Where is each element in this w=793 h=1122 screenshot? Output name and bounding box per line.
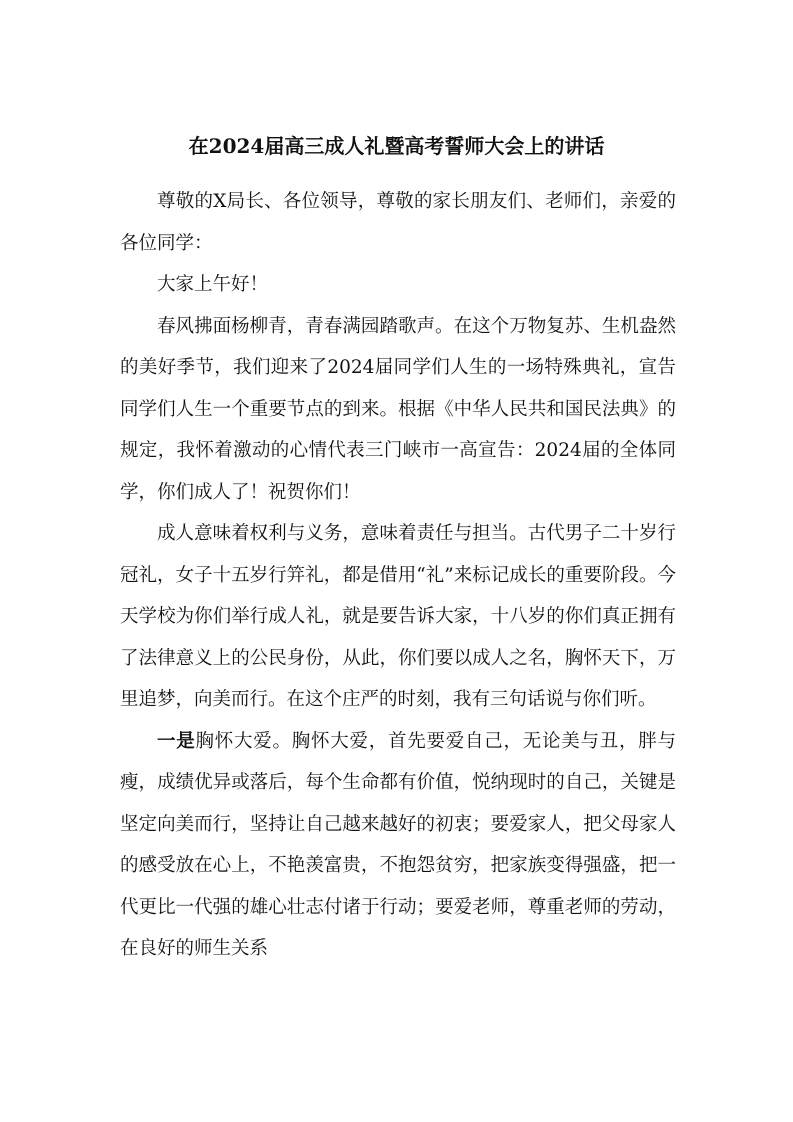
point-one-paragraph bbox=[120, 721, 676, 970]
salutation-paragraph: 尊敬的X局长、各位领导，尊敬的家长朋友们、老师们，亲爱的各位同学： bbox=[120, 191, 676, 254]
point-one-text: 胸怀大爱。胸怀大爱，首先要爱自己，无论美与丑，胖与瘦，成绩优异或落后，每个生命都有价值，悦纳现时的自己，关键是坚定向美而行，坚持让自己越来越好的初衷；要爱家人，把父母家人的感受放在心上，不艳羡富贵，不抱怨贫穷，把家族变得强盛，把一代更比一代强的雄心壮志付诸于行动；要爱老师，尊重老师的劳动，在良好的师生关系 bbox=[120, 730, 676, 959]
document-body bbox=[120, 181, 676, 970]
meaning-paragraph: 成人意味着权利与义务，意味着责任与担当。古代男子二十岁行冠礼，女子十五岁行笄礼，都是借用“礼”来标记成长的重要阶段。今天学校为你们举行成人礼，就是要告诉大家，十八岁的你们真正拥有了法律意义上的公民身份，从此，你们要以成人之名，胸怀天下，万里追梦，向美而行。在这个庄严的时刻，我有三句话说与你们听。 bbox=[120, 523, 676, 710]
greeting-paragraph: 大家上午好！ bbox=[157, 274, 269, 295]
point-one-lead: 一是 bbox=[157, 730, 196, 752]
document-title: 在2024届高三成人礼暨高考誓师大会上的讲话 bbox=[188, 134, 605, 158]
opening-paragraph: 春风拂面杨柳青，青春满园踏歌声。在这个万物复苏、生机盎然的美好季节，我们迎来了2024届同学们人生的一场特殊典礼，宣告同学们人生一个重要节点的到来。根据《中华人民共和国民法典》的规定，我怀着激动的心情代表三门峡市一高宣告：2024届的全体同学，你们成人了！祝贺你们！ bbox=[120, 315, 676, 503]
